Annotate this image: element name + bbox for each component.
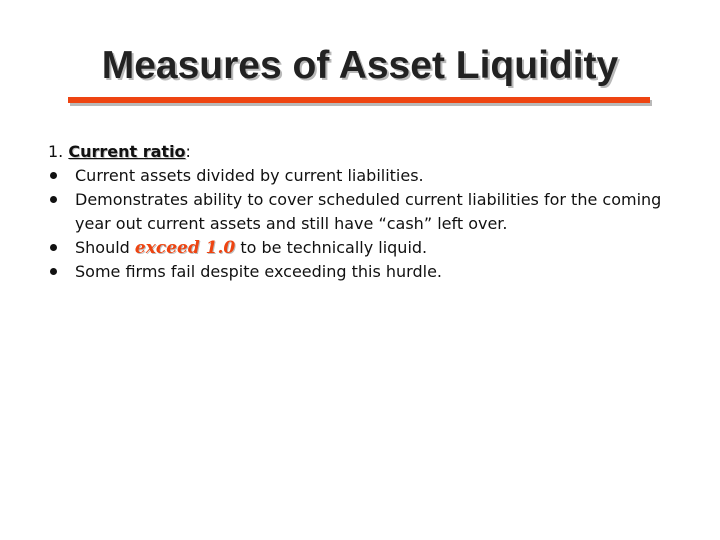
bullet-text-after: to be technically liquid. <box>235 238 428 257</box>
bullet-text: Some firms fail despite exceeding this hurdle. <box>75 262 443 281</box>
section-number: 1. <box>48 142 64 161</box>
bullet-item <box>48 260 688 284</box>
section-term: Current ratio <box>68 142 186 161</box>
bullet-item <box>48 236 688 260</box>
title-underline <box>68 97 650 103</box>
bullet-dot-icon <box>50 244 57 251</box>
slide-title: Measures of Asset Liquidity <box>101 44 619 87</box>
section-heading <box>48 140 688 164</box>
bullet-list <box>48 164 688 284</box>
emphasis-text: exceed 1.0 <box>134 238 236 258</box>
bullet-item <box>48 164 688 188</box>
bullet-dot-icon <box>50 268 57 275</box>
bullet-dot-icon <box>50 172 57 179</box>
section-colon: : <box>185 142 191 161</box>
bullet-text-before: Should <box>75 238 135 257</box>
bullet-dot-icon <box>50 196 57 203</box>
slide-body <box>48 140 688 284</box>
bullet-item <box>48 188 688 236</box>
bullet-text: Current assets divided by current liabilities. <box>75 166 424 185</box>
bullet-text: Demonstrates ability to cover scheduled current liabilities for the coming year out current assets and still have “cash” left over. <box>75 190 662 233</box>
